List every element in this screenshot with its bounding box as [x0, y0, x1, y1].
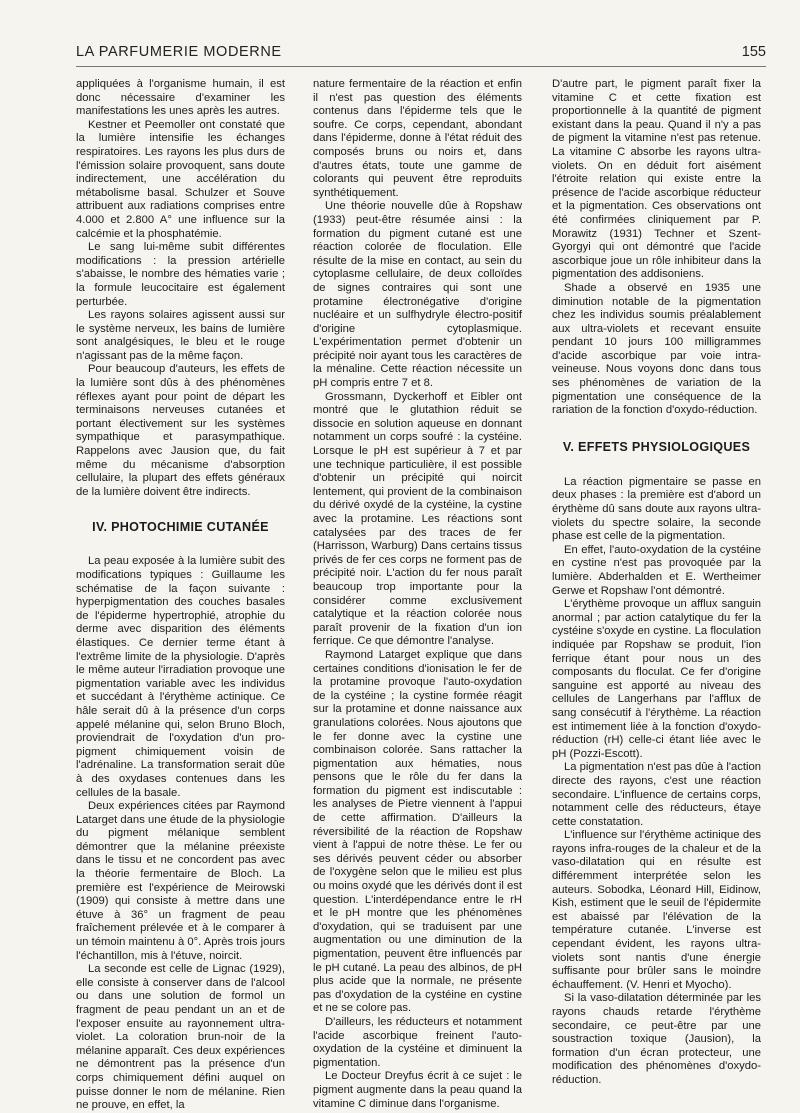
paragraph: En effet, l'auto-oxydation de la cystéine en cystine n'est pas provoquée par la lumière. Abderhalden et E. Wertheimer Gerwe et Ropshaw l'ont démontré.: [552, 543, 761, 597]
paragraph: D'autre part, le pigment paraît fixer la vitamine C et cette fixation est proportionnelle à la quantité de pigment existant dans la peau. Quand il n'y a pas de pigment la vitamine n'est pas retenue. La vitamine C absorbe les rayons ultra-violets. On en déduit fort aisément l'étroite relation qui existe entre la présence de l'acide ascorbique réducteur et la pigmentation. Ces observations ont été confirmées cliniquement par P. Morawitz (1931) Techner et Szent-Gyorgyi qui ont démontré que l'acide ascorbique joue un rôle inhibiteur dans la pigmentation des addisoniens.: [552, 78, 761, 281]
text-column-2: [313, 78, 522, 1111]
paragraph: La réaction pigmentaire se passe en deux phases : la première est d'abord un érythème dû sans doute aux rayons ultra-violets du spectre solaire, la seconde phase est celle de la pigmentation.: [552, 475, 761, 543]
text-column-1: [76, 78, 285, 1113]
paragraph: L'influence sur l'érythème actinique des rayons infra-rouges de la chaleur et de la vaso-dilatation qui en résulte est différemment interprétée selon les auteurs. Sobodka, Léonard Hill, Eidinow, Kish, estiment que le seuil de l'épidermite est abaissé par l'élévation de la température cutanée. L'inverse est cependant évident, les rayons ultra-violets sont nantis d'une énergie suffisante pour brûler sans le moindre échauffement. (V. Henri et Myocho).: [552, 829, 761, 991]
running-title: LA PARFUMERIE MODERNE: [76, 44, 282, 60]
header-rule: [76, 66, 766, 67]
paragraph: Le Docteur Dreyfus écrit à ce sujet : le pigment augmente dans la peau quand la vitamine C diminue dans l'organisme.: [313, 1070, 522, 1110]
paragraph: Shade a observé en 1935 une diminution notable de la pigmentation chez les individus soumis préalablement aux ultra-violets et recevant ensuite pendant 10 jours 100 milligrammes d'acide ascorbique par voie intra-veineuse. Nous voyons donc dans tous ses phénomènes de variation de la pigmentation une conséquence de la rariation de la fonction d'oxydo-réduction.: [552, 281, 761, 417]
paragraph: appliquées à l'organisme humain, il est donc nécessaire d'examiner les manifestations les unes après les autres.: [76, 78, 285, 118]
paragraph: Raymond Latarget explique que dans certaines conditions d'ionisation le fer de la protamine provoque l'auto-oxydation de la cystéine ; la cystine formée réagit sur la protamine et donne naissance aux granulations colorées. Nous ajoutons que le fer donne avec la cystine une combinaison colorée. Sans rattacher la pigmentation aux hématies, nous pensons que le rôle du fer dans la formation du pigment est indiscutable : les analyses de Pietre viennent à l'appui de cette affirmation. D'ailleurs la réversibilité de la réaction de Ropshaw vient à l'appui de notre thèse. Le fer ou ses dérivés peuvent céder ou absorber de l'oxygène selon que le milieu est plus ou moins oxydé que les dérivés dont il est question. L'interdépendance entre le rH et le pH montre que les phénomènes d'oxydation, qui se traduisent par une augmentation ou une diminution de la pigmentation, peuvent être influencés par le pH cutané. La peau des albinos, de pH plus acide que la normale, ne présente pas d'oxydation de la cystéine en cystine et ne se colore pas.: [313, 648, 522, 1015]
page-number: 155: [741, 44, 766, 60]
paragraph: Le sang lui-même subit différentes modifications : la pression artérielle s'abaisse, le nombre des hématies varie ; la formule leucocitaire est également perturbée.: [76, 241, 285, 308]
paragraph: D'ailleurs, les réducteurs et notamment l'acide ascorbique freinent l'auto-oxydation de la cystéine et diminuent la pigmentation.: [313, 1015, 522, 1069]
paragraph: nature fermentaire de la réaction et enfin il n'est pas question des éléments contenus dans l'épiderme tels que le soufre. Ce corps, cependant, abondant dans l'épiderme, donne à l'état réduit des composés bruns ou noirs et, dans d'autres états, toute une gamme de colorants qui peuvent être reproduits synthétiquement.: [313, 78, 522, 199]
text-column-3: [552, 78, 761, 1088]
paragraph: Deux expériences citées par Raymond Latarget dans une étude de la physiologie du pigment mélanique semblent démontrer que la mélanine préexiste dans le tissu et ne concordent pas avec la théorie fermentaire de Bloch. La première est l'expérience de Meirowski (1909) qui consiste à mettre dans une étuve à 36° un fragment de peau fraîchement prélevée et à le comparer à un témoin maintenu à 0°. Après trois jours l'échantillon, mis à l'étuve, noircit.: [76, 800, 285, 962]
paragraph: La peau exposée à la lumière subit des modifications typiques : Guillaume les schématise de la façon suivante : hyperpigmentation des couches basales de l'épiderme hypertrophié, atrophie du derme avec disparition des éléments élastiques. Ce dernier terme étant à l'extrême limite de la physiologie. D'après le même auteur l'irradiation provoque une pigmentation variable avec les individus et succédant à l'érythème actinique. Ce hâle serait dû à la présence d'un corps appelé mélanine qui, selon Bruno Bloch, proviendrait de l'oxydation d'un pro-pigment chimiquement voisin de l'adrénaline. La transformation serait dûe à des oxydases contenues dans les cellules de la basale.: [76, 555, 285, 799]
paragraph: Grossmann, Dyckerhoff et Eibler ont montré que le glutathion réduit se dissocie en solution aqueuse en donnant notamment un corps soufré : la cystéine. Lorsque le pH est supérieur à 7 et par une technique particulière, il est possible d'obtenir un précipité qui noircit lentement, qui provient de la combinaison du dérivé oxydé de la cystéine, la cystine avec la protamine. Les réactions sont catalysées par des traces de fer (Harrisson, Warburg) Dans certains tissus privés de fer ces corps ne forment pas de précipité noir. L'action du fer nous paraît beaucoup trop importante pour la considérer comme exclusivement catalytique et la réaction colorée nous paraît provenir de la fixation d'un ion ferrique. Ce que démontre l'analyse.: [313, 390, 522, 648]
paragraph: Pour beaucoup d'auteurs, les effets de la lumière sont dûs à des phénomènes réflexes ayant pour point de départ les terminaisons nerveuses cutanées et portant électivement sur les systèmes sympathique et parasympathique. Rappelons avec Jausion que, du fait même du mécanisme d'absorption cellulaire, la plupart des effets généraux de la lumière doivent être indirects.: [76, 363, 285, 498]
paragraph: Les rayons solaires agissent aussi sur le système nerveux, les bains de lumière sont analgésiques, le bleu et le rouge n'agissant pas de la même façon.: [76, 309, 285, 362]
section-heading: IV. PHOTOCHIMIE CUTANÉE: [92, 520, 269, 535]
page-header: [76, 44, 766, 66]
paragraph: L'érythème provoque un afflux sanguin anormal ; par action catalytique du fer la cystéine s'oxyde en cystine. La floculation indiquée par Ropshaw se produit, l'ion ferrique étant pour nous un des composants du floculat. Ce fer d'origine sanguine est apporté au niveau des cellules de Langerhans par l'afflux de sang consécutif à l'érythème. La réaction est intimement liée à la fonction d'oxydo-réduction (rH) celle-ci étant liée avec le pH (Pozzi-Escott).: [552, 598, 761, 760]
paragraph: La seconde est celle de Lignac (1929), elle consiste à conserver dans de l'alcool ou dans une solution de formol un fragment de peau pendant un an et de l'exposer ensuite au rayonnement ultra-violet. La coloration brun-noir de la mélanine apparaît. Ces deux expériences ne démontrent pas la présence d'un corps chimiquement défini auquel on puisse donner le nom de mélanine. Rien ne prouve, en effet, la: [76, 963, 285, 1112]
paragraph: La pigmentation n'est pas dûe à l'action directe des rayons, c'est une réaction secondaire. L'influence de certains corps, notamment celle des réducteurs, étaye cette constatation.: [552, 761, 761, 828]
section-heading: V. EFFETS PHYSIOLOGIQUES: [562, 439, 751, 454]
paragraph: Si la vaso-dilatation déterminée par les rayons chauds retarde l'érythème secondaire, ce peut-être par une soustraction toxique (Jausion), la formation d'un écran protecteur, une modification des phénomènes d'oxydo-réduction.: [552, 992, 761, 1086]
paragraph: Kestner et Peemoller ont constaté que la lumière intensifie les échanges respiratoires. Les rayons les plus durs de l'émission solaire provoquent, sans doute indirectement, une accélération du métabolisme basal. Schulzer et Souve attribuent aux radiations comprises entre 4.000 et 2.800 A° une influence sur la calcémie et la phosphatémie.: [76, 118, 285, 240]
paragraph: Une théorie nouvelle dûe à Ropshaw (1933) peut-être résumée ainsi : la formation du pigment cutané est une réaction colorée de floculation. Elle résulte de la mise en contact, au sein du cytoplasme cellulaire, de deux colloïdes de signes contraires qui sont une protamine électronégative d'origine nucléaire et un sulfhydryle électro-positif d'origine cytoplasmique. L'expérimentation permet d'obtenir un précipité noir ayant tous les caractères de la ménaline. Cette réaction nécessite un pH compris entre 7 et 8.: [313, 200, 522, 390]
